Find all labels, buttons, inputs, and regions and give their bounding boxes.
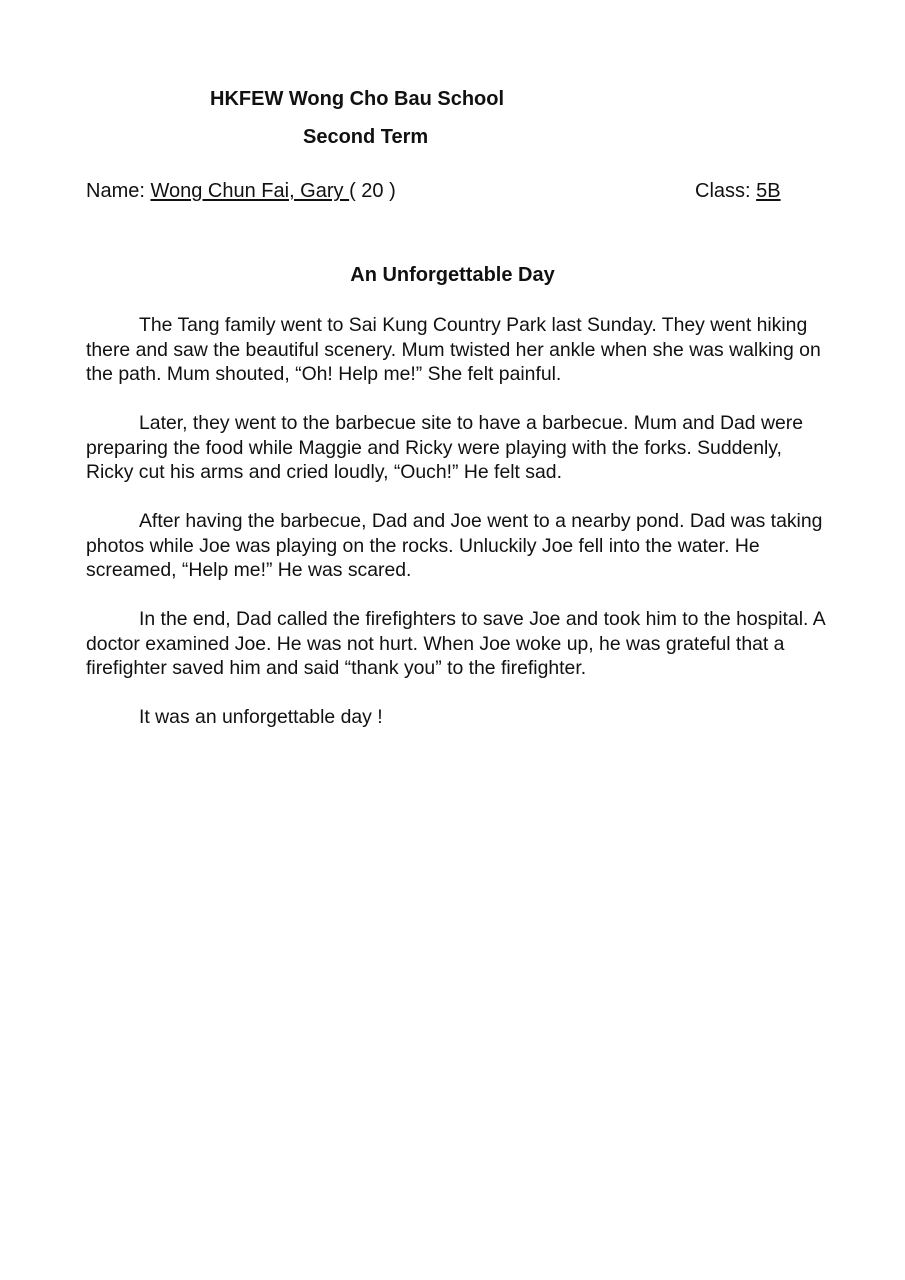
class-line (695, 180, 781, 203)
student-name: Wong Chun Fai, Gary (150, 180, 350, 202)
essay-paragraph: The Tang family went to Sai Kung Country Park last Sunday. They went hiking there and saw the beautiful scenery. Mum twisted her ankle when she was walking on the path. Mum shouted, “Oh! Help me!” She felt painful. (86, 314, 821, 385)
class-label: Class: (695, 180, 757, 202)
class-value: 5B (756, 180, 781, 202)
school-name: HKFEW Wong Cho Bau School (210, 88, 505, 110)
student-name-line (86, 180, 396, 203)
essay-paragraph: Later, they went to the barbecue site to have a barbecue. Mum and Dad were preparing the food while Maggie and Ricky were playing with the forks. Suddenly, Ricky cut his arms and cried loudly, “Ouch!” He felt sad. (86, 412, 803, 483)
class-number: ( 20 ) (349, 180, 396, 202)
essay-paragraph: It was an unforgettable day ! (139, 706, 383, 728)
essay-paragraph: In the end, Dad called the firefighters to save Joe and took him to the hospital. A doctor examined Joe. He was not hurt. When Joe woke up, he was grateful that a firefighter saved him and said “thank you” to the firefighter. (86, 608, 825, 679)
essay-body (86, 313, 826, 754)
term-label: Second Term (303, 126, 429, 148)
essay-title: An Unforgettable Day (350, 264, 555, 286)
name-label: Name: (86, 180, 151, 202)
essay-paragraph: After having the barbecue, Dad and Joe went to a nearby pond. Dad was taking photos while Joe was playing on the rocks. Unluckily Joe fell into the water. He screamed, “Help me!” He was scared. (86, 510, 823, 581)
